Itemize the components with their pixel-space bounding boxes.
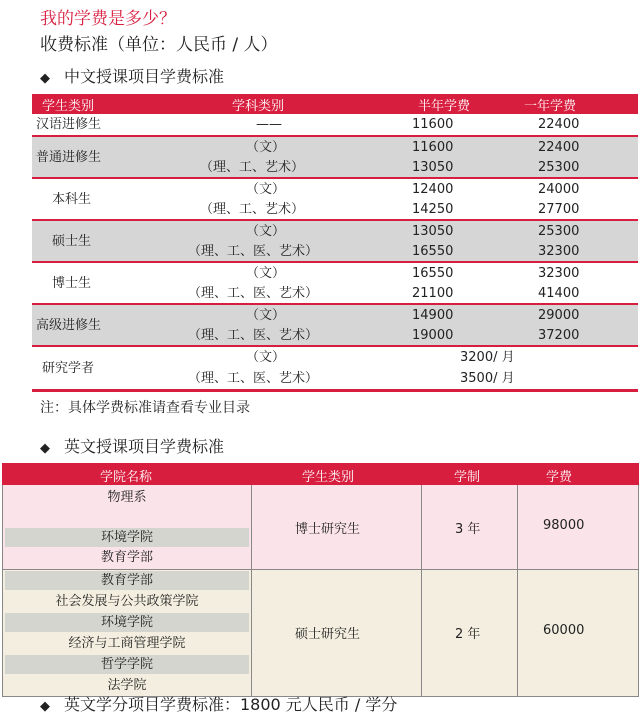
school-name: 法学院: [107, 678, 147, 693]
subject: （文）: [246, 266, 286, 281]
student-type: 普通进修生: [36, 150, 102, 165]
year-fee: 22400: [538, 140, 580, 155]
school-name: 物理系: [107, 490, 147, 505]
school-name: 经济与工商管理学院: [68, 636, 186, 651]
school-name: 环境学院: [5, 528, 249, 547]
section-english-label: 英文授课项目学费标准: [64, 437, 225, 456]
diamond-bullet-icon: ◆: [40, 699, 50, 714]
diamond-bullet-icon: ◆: [40, 441, 50, 456]
subject: （文）: [246, 224, 286, 239]
subject: （理、工、艺术）: [200, 160, 305, 175]
col-duration: 学制: [454, 470, 481, 485]
table-header: [2, 463, 639, 485]
student-type: 博士生: [52, 276, 92, 291]
subject: （文）: [246, 140, 286, 155]
half-fee: 13050: [412, 160, 454, 175]
section-credit-heading: [40, 692, 397, 715]
table-row: [32, 347, 638, 392]
duration: 3 年: [455, 522, 481, 537]
question-title: 我的学费是多少？: [40, 9, 176, 29]
col-subject: 学科类别: [232, 99, 285, 114]
school-name: 环境学院: [5, 613, 249, 632]
half-fee: 21100: [412, 286, 454, 301]
school-name: 教育学部: [100, 550, 153, 565]
unit-subtitle: 收费标准（单位：人民币 / 人）: [40, 35, 278, 55]
school-name: 哲学学院: [5, 655, 249, 674]
half-fee: 12400: [412, 182, 454, 197]
table-row: [32, 137, 638, 179]
year-fee: 32300: [538, 244, 580, 259]
half-fee: 14900: [412, 308, 454, 323]
table-row: [32, 263, 638, 305]
year-fee: 25300: [538, 160, 580, 175]
col-fee: 学费: [546, 470, 573, 485]
year-fee: 24000: [538, 182, 580, 197]
table-row: [32, 114, 638, 137]
col-student-type: 学生类别: [302, 470, 355, 485]
half-fee: 13050: [412, 224, 454, 239]
fee: 60000: [543, 623, 585, 638]
year-fee: 37200: [538, 328, 580, 343]
table-row: [3, 485, 638, 570]
subject: （文）: [246, 182, 286, 197]
subject: （理、工、医、艺术）: [188, 244, 319, 259]
student-type: 汉语进修生: [36, 117, 102, 132]
half-fee: 19000: [412, 328, 454, 343]
section-chinese-heading: [40, 64, 224, 87]
table-row: [32, 305, 638, 347]
half-fee: 11600: [412, 140, 454, 155]
subject: （理、工、医、艺术）: [188, 371, 319, 386]
student-type: 本科生: [52, 192, 92, 207]
year-fee: 27700: [538, 202, 580, 217]
diamond-bullet-icon: ◆: [40, 71, 50, 86]
monthly-fee: 3200/ 月: [460, 350, 515, 365]
subject: ——: [256, 117, 282, 132]
year-fee: 32300: [538, 266, 580, 281]
year-fee: 41400: [538, 286, 580, 301]
english-fee-table: [2, 463, 639, 697]
table-row: [32, 221, 638, 263]
monthly-fee: 3500/ 月: [460, 371, 515, 386]
student-type: 高级进修生: [36, 318, 102, 333]
half-fee: 16550: [412, 266, 454, 281]
year-fee: 25300: [538, 224, 580, 239]
col-half-year: 半年学费: [418, 99, 471, 114]
fee: 98000: [543, 518, 585, 533]
section-chinese-label: 中文授课项目学费标准: [64, 67, 225, 86]
col-school: 学院名称: [100, 470, 153, 485]
subject: （文）: [246, 350, 286, 365]
student-type: 博士研究生: [295, 522, 361, 537]
school-name: 教育学部: [5, 571, 249, 590]
subject: （理、工、艺术）: [200, 202, 305, 217]
table-row: [3, 570, 638, 696]
chinese-fee-table: [32, 94, 638, 392]
subject: （理、工、医、艺术）: [188, 286, 319, 301]
student-type: 硕士生: [52, 234, 92, 249]
year-fee: 29000: [538, 308, 580, 323]
section-credit-label: 英文学分项目学费标准：1800 元人民币 / 学分: [64, 695, 398, 714]
student-type: 硕士研究生: [295, 627, 361, 642]
subject: （理、工、医、艺术）: [188, 328, 319, 343]
table-row: [32, 179, 638, 221]
col-student-type: 学生类别: [42, 99, 95, 114]
half-fee: 11600: [412, 117, 454, 132]
subject: （文）: [246, 308, 286, 323]
half-fee: 14250: [412, 202, 454, 217]
half-fee: 16550: [412, 244, 454, 259]
fee-note: 注：具体学费标准请查看专业目录: [40, 400, 250, 416]
year-fee: 22400: [538, 117, 580, 132]
table-header: [32, 94, 638, 114]
duration: 2 年: [455, 627, 481, 642]
col-year: 一年学费: [524, 99, 577, 114]
student-type: 研究学者: [42, 361, 95, 376]
school-name: 社会发展与公共政策学院: [55, 594, 199, 609]
section-english-heading: [40, 434, 224, 457]
